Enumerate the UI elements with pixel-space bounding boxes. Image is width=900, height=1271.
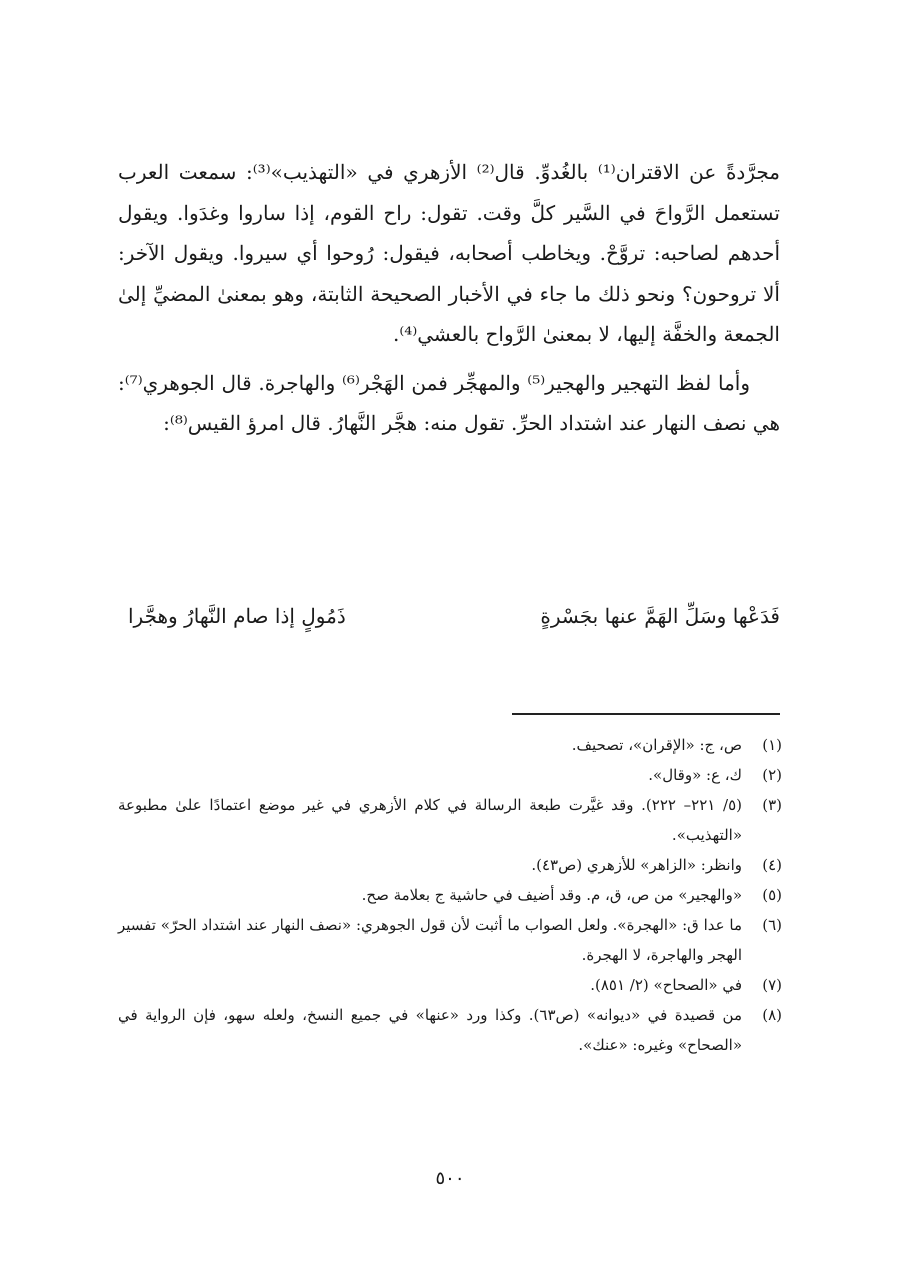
poetry-verse: [118, 596, 780, 636]
footnote-number: (٥): [762, 886, 782, 904]
footnote-text: وانظر: «الزاهر» للأزهري (ص٤٣).: [531, 856, 742, 874]
footnotes: [118, 730, 782, 1060]
paragraph-1: مجرَّدةً عن الاقتران⁽¹⁾ بالغُدوِّ. قال⁽²⁾ الأزهري في «التهذيب»⁽³⁾: سمعت العرب تستعمل الرَّواحَ في السَّير كلَّ وقت. تقول: راح القوم، إذا ساروا وغدَوا. ويقول أحدهم لصاحبه: تروَّحْ. ويخاطب أصحابه، فيقول: رُوحوا أي سيروا. ويقول الآخر: ألا تروحون؟ ونحو ذلك ما جاء في الأخبار الصحيحة الثابتة، وهو بمعنىٰ المضيِّ إلىٰ الجمعة والخفَّة إليها، لا بمعنىٰ الرَّواح بالعشي⁽⁴⁾.: [118, 160, 780, 346]
footnote-number: (٣): [762, 796, 782, 814]
footnote-item: [118, 880, 782, 910]
footnote-item: [118, 910, 782, 970]
footnote-item: [118, 850, 782, 880]
footnote-text: في «الصحاح» (٢/ ٨٥١).: [590, 976, 742, 994]
footnote-item: [118, 1000, 782, 1060]
footnote-number: (٦): [762, 916, 782, 934]
footnote-separator: [512, 713, 780, 715]
footnote-item: [118, 730, 782, 760]
footnote-item: [118, 790, 782, 850]
footnote-text: «والهجير» من ص، ق، م. وقد أضيف في حاشية ج بعلامة صح.: [361, 886, 742, 904]
footnote-text: ك، ع: «وقال».: [648, 766, 742, 784]
verse-first-hemistich: فَدَعْها وسَلِّ الهَمَّ عنها بجَسْرةٍ: [540, 604, 780, 628]
page-number: ٥٠٠: [435, 1168, 465, 1189]
footnote-number: (٤): [762, 856, 782, 874]
main-text: [118, 152, 780, 444]
footnote-text: من قصيدة في «ديوانه» (ص٦٣). وكذا ورد «عنها» في جميع النسخ، ولعله سهو، فإن الرواية في «الصحاح» وغيره: «عنك».: [118, 1006, 742, 1054]
footnote-number: (١): [762, 736, 782, 754]
footnote-number: (٨): [762, 1006, 782, 1024]
footnote-item: [118, 760, 782, 790]
footnote-text: ص، ج: «الإقران»، تصحيف.: [571, 736, 742, 754]
footnote-number: (٧): [762, 976, 782, 994]
footnote-item: [118, 970, 782, 1000]
footnote-text: (٥/ ٢٢١– ٢٢٢). وقد غيَّرت طبعة الرسالة في كلام الأزهري في غير موضع اعتمادًا علىٰ مطبوعة «التهذيب».: [118, 796, 742, 844]
verse-second-hemistich: ذَمُولٍ إذا صام النَّهارُ وهجَّرا: [128, 604, 346, 628]
paragraph-2: وأما لفظ التهجير والهجير⁽⁵⁾ والمهجِّر فمن الهَجْر⁽⁶⁾ والهاجرة. قال الجوهري⁽⁷⁾: هي نصف النهار عند اشتداد الحرِّ. تقول منه: هجَّر النَّهارُ. قال امرؤ القيس⁽⁸⁾:: [118, 370, 780, 435]
footnote-number: (٢): [762, 766, 782, 784]
footnote-text: ما عدا ق: «الهجرة». ولعل الصواب ما أثبت لأن قول الجوهري: «نصف النهار عند اشتداد الحرّ» تفسير الهجر والهاجرة، لا الهجرة.: [118, 916, 742, 964]
